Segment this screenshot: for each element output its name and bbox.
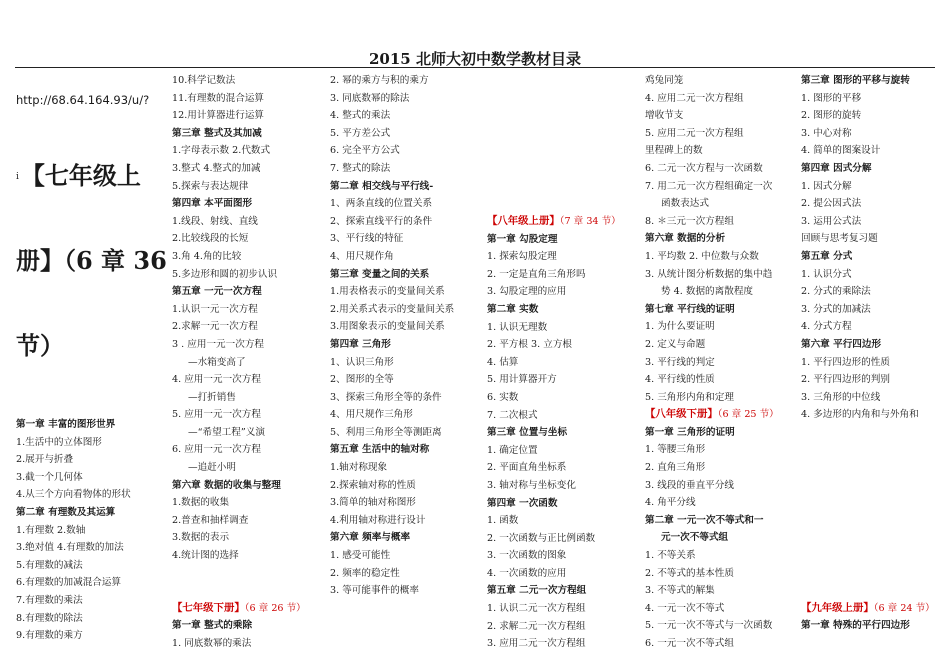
toc-column-3 <box>330 72 480 600</box>
toc-entry: 8.有理数的除法 <box>16 612 83 624</box>
toc-entry: 1. 同底数幂的乘法 <box>172 638 252 649</box>
toc-entry: 1. 等腰三角形 <box>645 444 706 456</box>
toc-entry: 势 4. 数据的离散程度 <box>661 286 754 298</box>
toc-entry: 5. 三角形内角和定理 <box>645 391 734 403</box>
spacer <box>801 424 950 442</box>
toc-entry: 4. 分式方程 <box>801 321 852 333</box>
toc-entry: 5. 一元一次不等式与一次函数 <box>645 620 773 632</box>
chapter-heading: 第三章 整式及其加减 <box>172 127 262 139</box>
chapter-heading: 第四章 三角形 <box>330 338 391 350</box>
toc-column-4 <box>645 72 795 653</box>
toc-entry: 1. 感受可能性 <box>330 550 391 562</box>
spacer <box>801 582 950 600</box>
toc-entry: —追赶小明 <box>188 462 236 474</box>
toc-entry: 2. 直角三角形 <box>645 462 706 474</box>
page-title: 2015 北师大初中数学教材目录 <box>369 50 581 68</box>
toc-column-5 <box>801 72 950 635</box>
toc-entry: 鸡兔同笼 <box>645 75 684 86</box>
toc-entry: 2. 定义与命题 <box>645 338 706 350</box>
toc-entry: 8. ＊三元一次方程组 <box>645 215 734 227</box>
toc-entry: 1.轴对称现象 <box>330 462 388 474</box>
toc-entry: 2.普查和抽样调查 <box>172 514 249 526</box>
toc-entry: 1. 确定位置 <box>487 444 538 456</box>
volume-title: 【九年级上册】 <box>801 601 874 614</box>
toc-entry: 1、认识三角形 <box>330 356 394 368</box>
toc-entry: 4、用尺规作三角形 <box>330 409 413 421</box>
title-divider <box>15 67 935 68</box>
toc-entry: 1. 为什么要证明 <box>645 321 715 333</box>
chapter-heading: 第一章 整式的乘除 <box>172 620 253 632</box>
toc-entry: 5、利用三角形全等测距离 <box>330 426 442 438</box>
toc-entry: 3.角 4.角的比较 <box>172 250 242 262</box>
toc-entry: 3、平行线的特征 <box>330 233 404 245</box>
toc-entry: 2、探索直线平行的条件 <box>330 215 433 227</box>
toc-entry: 1. 不等关系 <box>645 550 696 562</box>
toc-entry: 1.生活中的立体图形 <box>16 436 102 448</box>
toc-entry: 4. 整式的乘法 <box>330 110 391 122</box>
toc-entry: 2. 一定是直角三角形吗 <box>487 268 586 280</box>
toc-entry: 6. 实数 <box>487 391 519 403</box>
toc-entry: 7.有理数的乘法 <box>16 594 83 606</box>
grade-heading-line-2: 册】（6 章 36 <box>16 246 167 275</box>
toc-entry: 4. 应用一元一次方程 <box>172 374 261 386</box>
volume-title: 【八年级下册】 <box>645 408 718 421</box>
toc-entry: 2.比较线段的长短 <box>172 233 249 245</box>
toc-entry: 4. 平行线的性质 <box>645 374 715 386</box>
toc-entry: 5. 应用一元一次方程 <box>172 409 261 421</box>
toc-entry: 4. 一次函数的应用 <box>487 567 567 579</box>
toc-entry: 里程碑上的数 <box>645 145 703 157</box>
toc-entry: 4.从三个方向看物体的形状 <box>16 489 131 501</box>
source-url[interactable]: http://68.64.164.93/u/? <box>16 93 150 107</box>
toc-entry: 1. 认识分式 <box>801 268 852 280</box>
toc-entry: 1、两条直线的位置关系 <box>330 198 433 210</box>
toc-entry: 3. 应用二元一次方程组 <box>487 638 586 650</box>
toc-entry: 4.统计图的选择 <box>172 550 239 562</box>
chapter-heading: 第六章 数据的分析 <box>645 233 726 245</box>
toc-entry: 7. 用二元一次方程组确定一次 <box>645 180 773 192</box>
toc-entry: 4. 估算 <box>487 356 519 368</box>
toc-entry: 2. 幂的乘方与积的乘方 <box>330 75 429 86</box>
toc-entry: 3 . 应用一元一次方程 <box>172 338 265 350</box>
spacer <box>801 494 950 512</box>
toc-column-2 <box>172 72 322 653</box>
volume-heading <box>172 600 322 618</box>
toc-entry: 3. 等可能事件的概率 <box>330 585 419 597</box>
spacer <box>801 441 950 459</box>
volume-heading <box>645 406 795 424</box>
toc-entry: 2. 一次函数与正比例函数 <box>487 532 596 544</box>
toc-entry: 3.用图象表示的变量间关系 <box>330 321 445 333</box>
toc-entry: 2.求解一元一次方程 <box>172 321 258 333</box>
toc-entry: 4. 简单的图案设计 <box>801 145 881 157</box>
chapter-heading: 元一次不等式组 <box>661 532 729 544</box>
toc-entry: 3. 同底数幂的除法 <box>330 92 410 104</box>
chapter-heading: 第一章 特殊的平行四边形 <box>801 620 910 632</box>
toc-entry: 6. 完全平方公式 <box>330 145 400 157</box>
toc-entry: 3.简单的轴对称图形 <box>330 497 416 509</box>
toc-entry: 3.绝对值 4.有理数的加法 <box>16 542 124 554</box>
toc-entry: 函数表达式 <box>661 198 709 210</box>
chapter-heading: 第四章 本平面图形 <box>172 198 253 210</box>
chapter-heading: 第五章 一元一次方程 <box>172 286 262 298</box>
toc-entry: 3. 三角形的中位线 <box>801 391 881 403</box>
toc-entry: 2. 图形的旋转 <box>801 110 862 122</box>
toc-entry: 1. 认识二元一次方程组 <box>487 603 586 615</box>
toc-entry: 4. 应用二元一次方程组 <box>645 92 744 104</box>
toc-entry: 1.用表格表示的变量间关系 <box>330 286 445 298</box>
toc-entry: 1. 图形的平移 <box>801 92 862 104</box>
volume-count: （7 章 34 节） <box>559 216 621 227</box>
chapter-heading: 第二章 实数 <box>487 303 539 315</box>
chapter-heading: 第一章 勾股定理 <box>487 233 558 245</box>
chapter-heading: 第一章 三角形的证明 <box>645 426 735 438</box>
toc-entry: 11.有理数的混合运算 <box>172 92 265 104</box>
toc-entry: 5. 平方差公式 <box>330 127 391 139</box>
toc-entry: 3. 不等式的解集 <box>645 585 715 597</box>
toc-entry: 5.多边形和圆的初步认识 <box>172 268 278 280</box>
toc-entry: 5.探索与表达规律 <box>172 180 249 192</box>
toc-entry: 回顾与思考复习题 <box>801 233 878 245</box>
toc-entry: 1.数据的收集 <box>172 497 230 509</box>
toc-entry: 3.整式 4.整式的加减 <box>172 162 261 174</box>
chapter-heading: 第二章 一元一次不等式和一 <box>645 514 764 526</box>
spacer <box>801 459 950 477</box>
volume-title: 【七年级下册】 <box>172 601 245 614</box>
chapter-heading: 第六章 数据的收集与整理 <box>172 479 281 491</box>
toc-entry: 3. 从统计图分析数据的集中趋 <box>645 268 773 280</box>
toc-entry: 2. 不等式的基本性质 <box>645 567 734 579</box>
toc-entry: 3. 分式的加减法 <box>801 303 871 315</box>
volume-count: （6 章 26 节） <box>244 602 306 614</box>
toc-entry: 2. 平面直角坐标系 <box>487 462 567 474</box>
chapter-heading: 第四章 因式分解 <box>801 162 872 174</box>
toc-entry: 5. 应用二元一次方程组 <box>645 127 744 139</box>
toc-entry: 增收节支 <box>645 110 684 122</box>
chapter-heading: 第六章 频率与概率 <box>330 532 411 544</box>
toc-entry: 10.科学记数法 <box>172 75 236 86</box>
spacer <box>172 565 322 583</box>
toc-entry: 1. 函数 <box>487 515 519 527</box>
chapter-heading: 第五章 分式 <box>801 250 853 262</box>
toc-column-1 <box>16 416 166 645</box>
chapter-heading: 第四章 一次函数 <box>487 497 558 509</box>
grade-heading-line-1 <box>16 161 166 190</box>
grade-heading-line-3: 节） <box>16 331 64 360</box>
toc-entry: 6. 一元一次不等式组 <box>645 638 734 649</box>
toc-entry: 1. 平均数 2. 中位数与众数 <box>645 250 759 262</box>
toc-entry: —“希望工程”义演 <box>188 426 265 438</box>
toc-entry: 12.用计算器进行运算 <box>172 110 265 122</box>
toc-entry: 3. 线段的垂直平分线 <box>645 479 734 491</box>
heading-marker: i <box>16 172 19 182</box>
toc-entry: 3、探索三角形全等的条件 <box>330 391 442 403</box>
chapter-heading: 第三章 变量之间的关系 <box>330 268 430 280</box>
toc-entry: 2、图形的全等 <box>330 374 394 386</box>
toc-entry: 3.数据的表示 <box>172 532 230 544</box>
toc-entry: 4、用尺规作角 <box>330 250 394 262</box>
spacer <box>801 512 950 530</box>
toc-entry: 7. 二次根式 <box>487 409 538 421</box>
toc-entry: —打折销售 <box>188 391 236 403</box>
chapter-heading: 第一章 丰富的图形世界 <box>16 419 116 430</box>
toc-entry: 2. 平行四边形的判别 <box>801 374 890 386</box>
chapter-heading: 第五章 二元一次方程组 <box>487 585 587 597</box>
toc-entry: 1. 因式分解 <box>801 180 852 192</box>
toc-entry: 2.探索轴对称的性质 <box>330 479 416 491</box>
toc-entry: 6.有理数的加减混合运算 <box>16 577 122 589</box>
toc-entry: 3. 轴对称与坐标变化 <box>487 479 576 491</box>
toc-entry: 1.有理数 2.数轴 <box>16 524 86 536</box>
toc-entry: 4. 一元一次不等式 <box>645 602 725 614</box>
toc-entry: 6. 应用一元一次方程 <box>172 444 261 456</box>
chapter-heading: 第七章 平行线的证明 <box>645 303 735 315</box>
chapter-heading: 第二章 有理数及其运算 <box>16 506 116 518</box>
volume-count: （6 章 25 节） <box>717 409 779 421</box>
toc-entry: 2. 平方根 3. 立方根 <box>487 339 573 351</box>
chapter-heading: 第六章 平行四边形 <box>801 338 882 350</box>
toc-entry: 2.用关系式表示的变量间关系 <box>330 303 455 315</box>
toc-entry: 7. 整式的除法 <box>330 162 391 174</box>
spacer <box>801 565 950 583</box>
toc-entry: 5. 用计算器开方 <box>487 374 557 386</box>
toc-entry: 2. 提公因式法 <box>801 198 862 210</box>
toc-entry: 2. 分式的乘除法 <box>801 286 871 298</box>
toc-entry: 2.展开与折叠 <box>16 454 74 466</box>
heading-text-1: 【七年级上 <box>20 161 141 190</box>
volume-heading <box>801 600 950 618</box>
volume-count: （6 章 24 节） <box>873 602 935 614</box>
toc-entry: 9.有理数的乘方 <box>16 630 83 642</box>
toc-entry: 3. 平行线的判定 <box>645 356 715 368</box>
toc-entry: 1.字母表示数 2.代数式 <box>172 145 271 157</box>
chapter-heading: 第二章 相交线与平行线- <box>330 180 434 192</box>
spacer <box>172 582 322 600</box>
toc-entry: 2. 求解二元一次方程组 <box>487 620 586 632</box>
toc-column-3b <box>487 213 637 653</box>
toc-entry: 4. 角平分线 <box>645 497 696 509</box>
chapter-heading: 第五章 生活中的轴对称 <box>330 444 430 456</box>
toc-entry: 3. 中心对称 <box>801 127 852 139</box>
toc-entry: 1. 探索勾股定理 <box>487 251 557 263</box>
toc-entry: 1.认识一元一次方程 <box>172 303 258 315</box>
chapter-heading: 第三章 位置与坐标 <box>487 427 568 439</box>
toc-entry: 4.利用轴对称进行设计 <box>330 514 426 526</box>
toc-entry: 5.有理数的减法 <box>16 559 83 571</box>
toc-entry: 3. 勾股定理的应用 <box>487 286 567 298</box>
toc-entry: —水箱变高了 <box>188 356 246 368</box>
volume-title: 【八年级上册】 <box>487 215 560 227</box>
toc-entry: 4. 多边形的内角和与外角和 <box>801 409 919 421</box>
toc-entry: 1. 认识无理数 <box>487 321 548 333</box>
toc-entry: 2. 频率的稳定性 <box>330 567 400 579</box>
toc-entry: 3.截一个几何体 <box>16 471 83 483</box>
toc-entry: 1. 平行四边形的性质 <box>801 356 890 368</box>
spacer <box>801 477 950 495</box>
spacer <box>801 547 950 565</box>
toc-entry: 1.线段、射线、直线 <box>172 215 258 227</box>
toc-entry: 3. 一次函数的图象 <box>487 550 567 562</box>
volume-heading <box>487 213 637 231</box>
toc-entry: 6. 二元一次方程与一次函数 <box>645 162 763 174</box>
toc-entry: 3. 运用公式法 <box>801 215 862 227</box>
spacer <box>801 529 950 547</box>
chapter-heading: 第三章 图形的平移与旋转 <box>801 75 910 86</box>
